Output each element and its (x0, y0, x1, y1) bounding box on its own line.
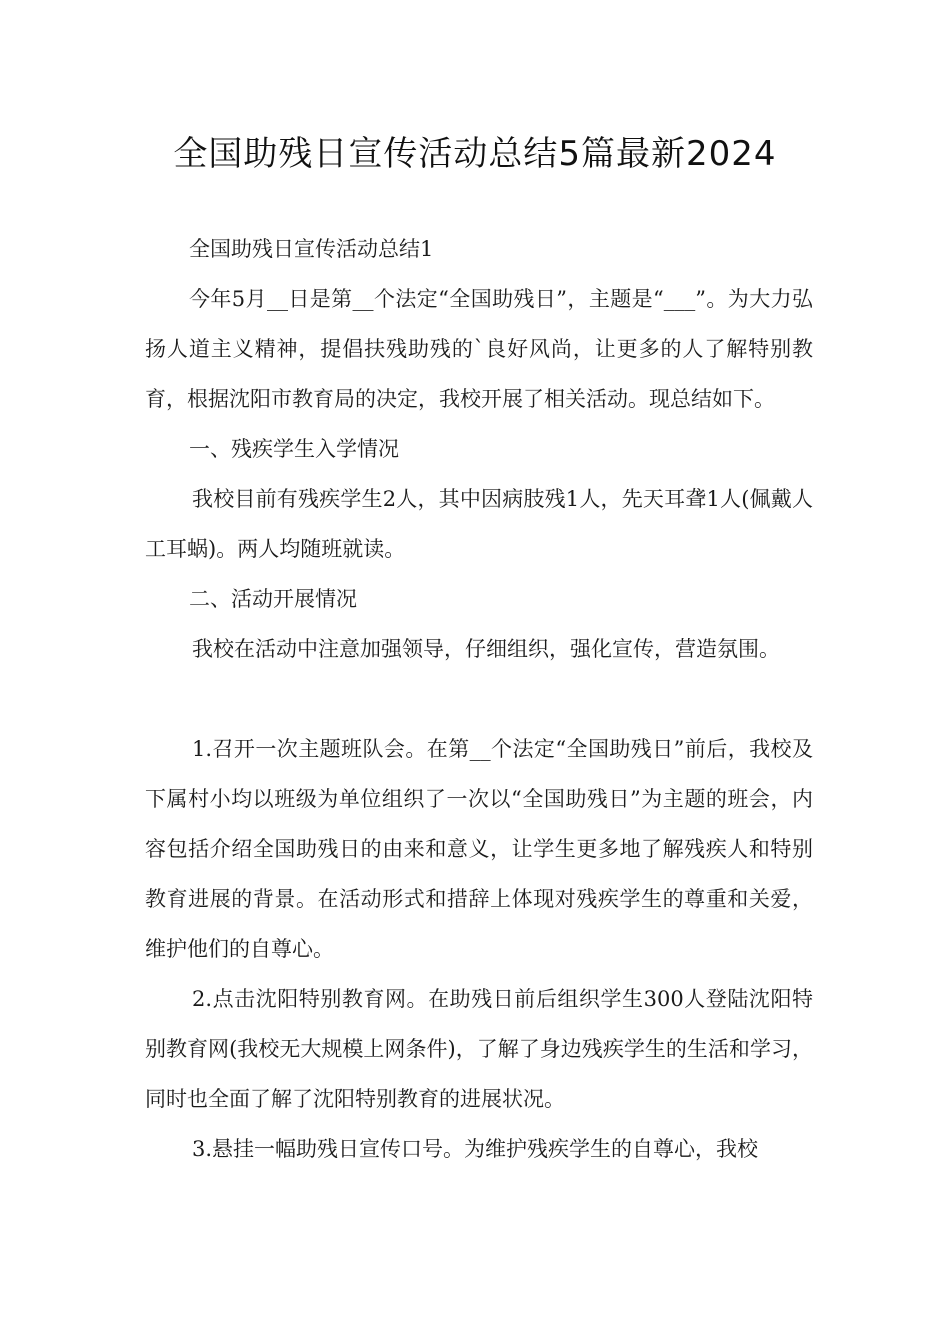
paragraph: 1.召开一次主题班队会。在第__个法定“全国助残日”前后，我校及下属村小均以班级为单位组织了一次以“全国助残日”为主题的班会，内容包括介绍全国助残日的由来和意义，让学生更多地了解残疾人和特别教育进展的背景。在活动形式和措辞上体现对残疾学生的尊重和关爱，维护他们的自尊心。 (145, 737, 813, 961)
paragraph-gap (145, 674, 813, 724)
document-title: 全国助残日宣传活动总结5篇最新2024 (173, 134, 777, 174)
paragraph: 我校目前有残疾学生2人，其中因病肢残1人，先天耳聋1人(佩戴人工耳蜗)。两人均随班就读。 (145, 487, 813, 561)
paragraph: 我校在活动中注意加强领导，仔细组织，强化宣传，营造氛围。 (192, 637, 780, 661)
section-heading: 全国助残日宣传活动总结1 (189, 237, 434, 261)
paragraph: 2.点击沈阳特别教育网。在助残日前后组织学生300人登陆沈阳特别教育网(我校无大规模上网条件)，了解了身边残疾学生的生活和学习，同时也全面了解了沈阳特别教育的进展状况。 (145, 987, 813, 1111)
document-body (145, 224, 813, 1174)
section-heading: 一、残疾学生入学情况 (189, 437, 399, 461)
section-heading: 二、活动开展情况 (189, 587, 357, 611)
paragraph: 3.悬挂一幅助残日宣传口号。为维护残疾学生的自尊心，我校 (192, 1137, 759, 1161)
paragraph: 今年5月__日是第__个法定“全国助残日”，主题是“___”。为大力弘扬人道主义精神，提倡扶残助残的`良好风尚，让更多的人了解特别教育，根据沈阳市教育局的决定，我校开展了相关活动。现总结如下。 (145, 287, 813, 411)
